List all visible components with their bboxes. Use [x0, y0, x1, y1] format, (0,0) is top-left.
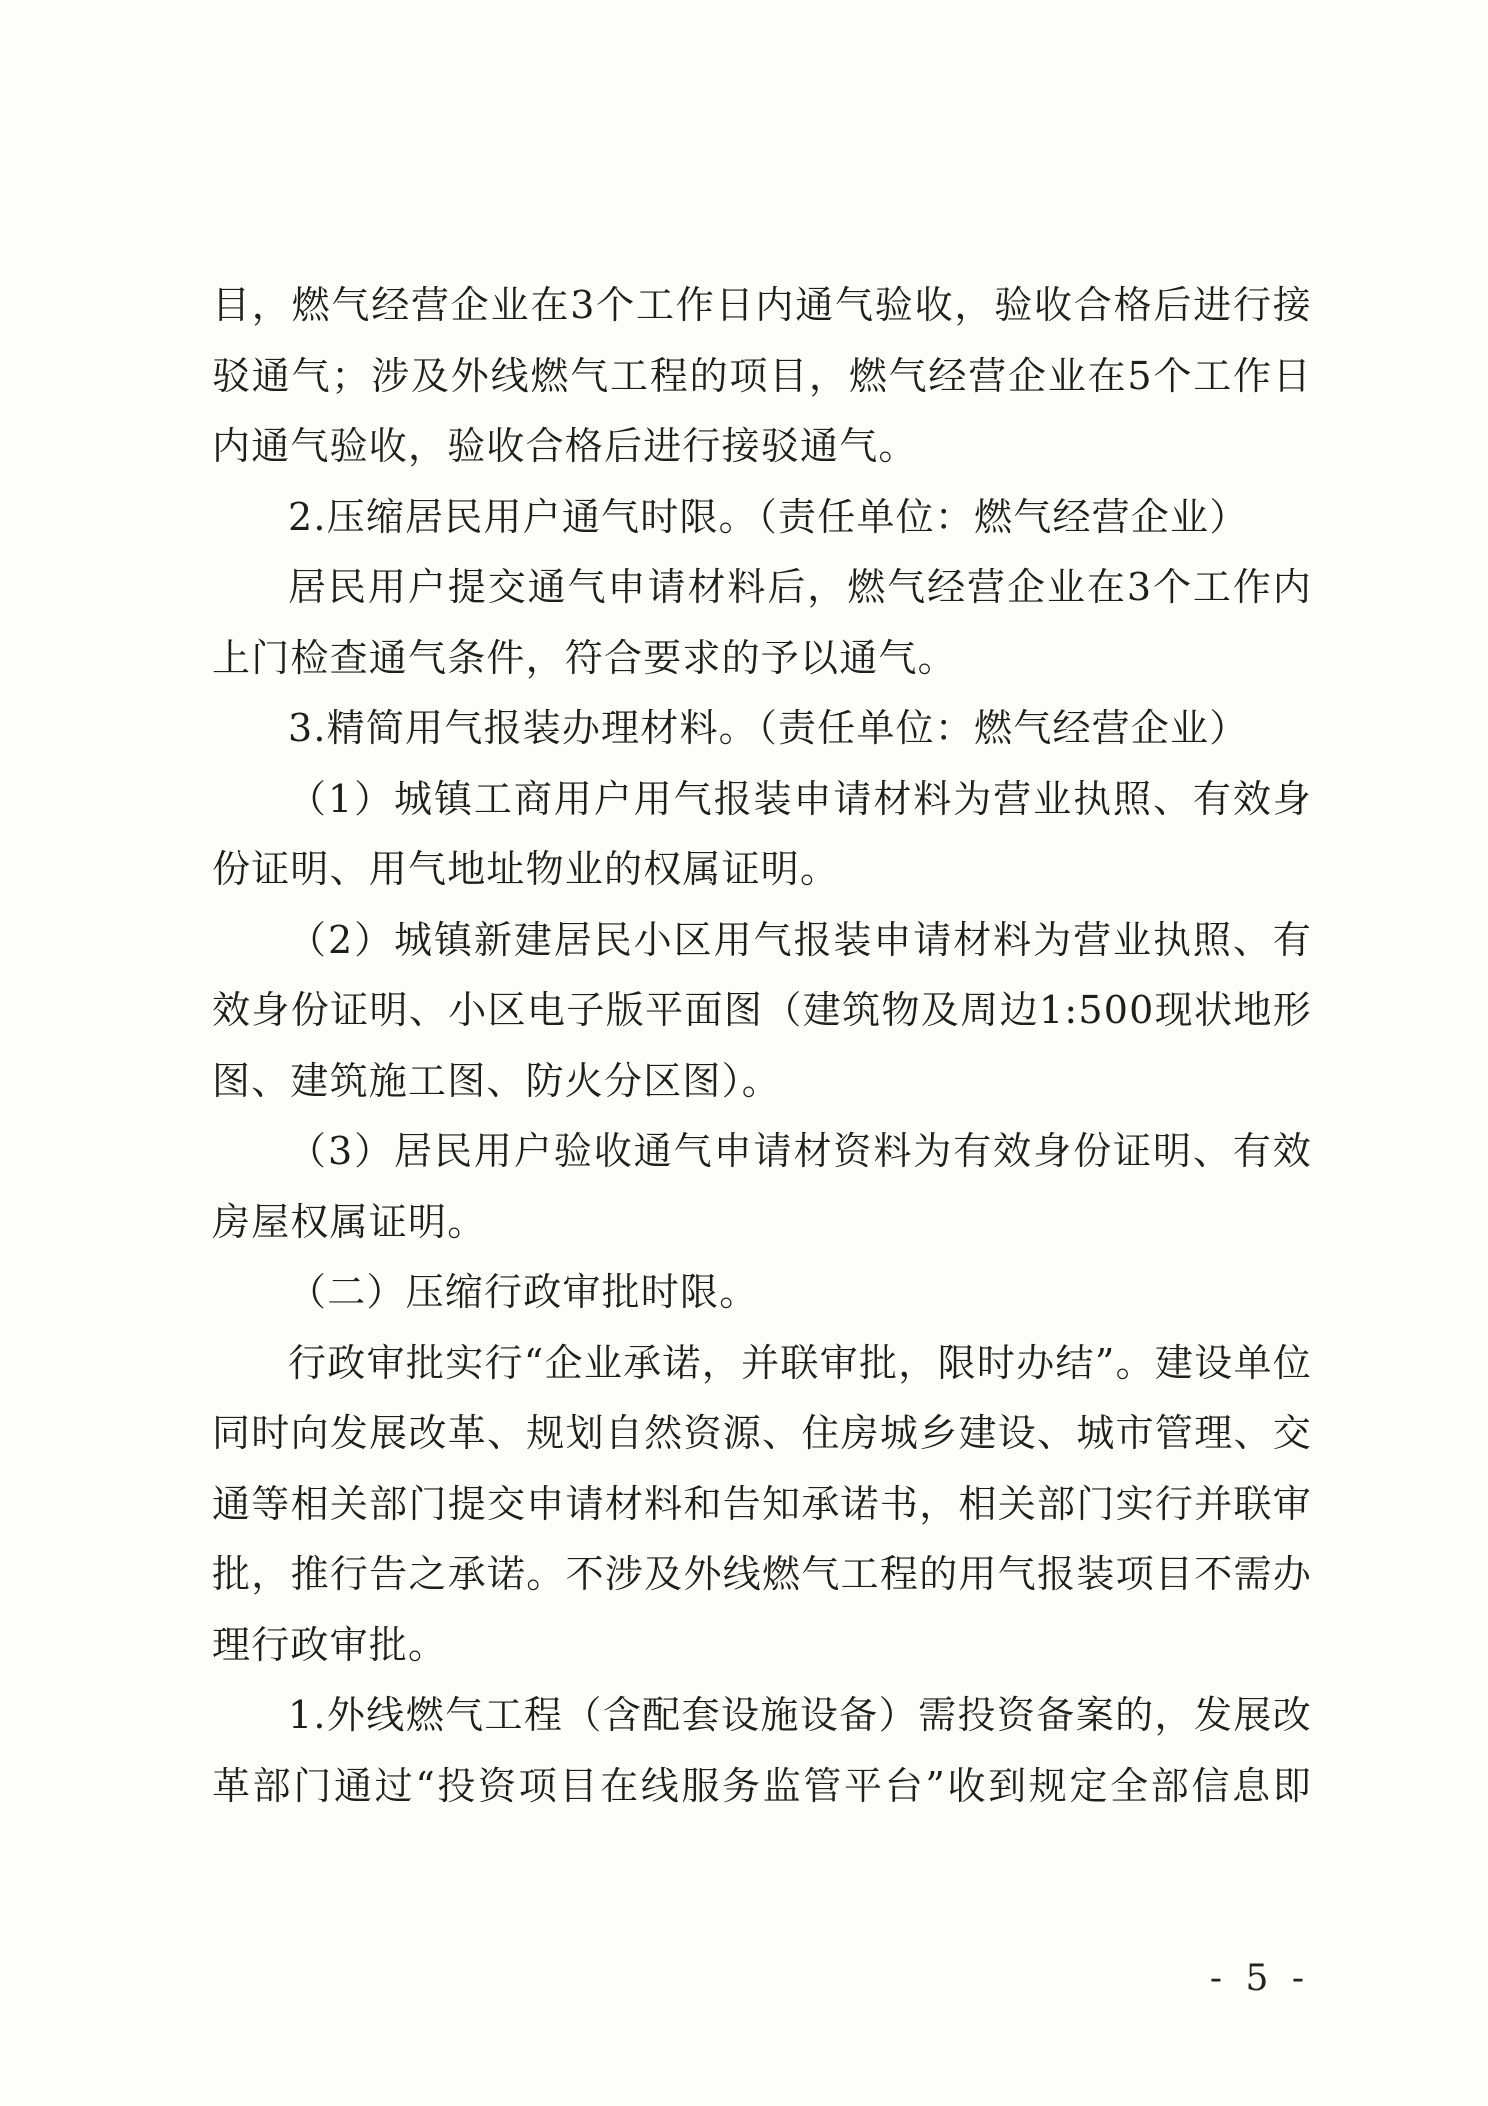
text-line: 目，燃气经营企业在3个工作日内通气验收，验收合格后进行接: [212, 283, 1312, 327]
list-item-line: （2）城镇新建居民小区用气报装申请材料为营业执照、有: [288, 917, 1312, 962]
text-line: 行政审批实行“企业承诺，并联审批，限时办结”。建设单位: [288, 1340, 1312, 1385]
list-item-line: （3）居民用户验收通气申请材资料为有效身份证明、有效: [288, 1129, 1312, 1173]
section-heading: 3.精简用气报装办理材料。（责任单位：燃气经营企业）: [288, 706, 1249, 750]
section-heading: （二）压缩行政审批时限。: [288, 1270, 759, 1314]
section-heading: 2.压缩居民用户通气时限。（责任单位：燃气经营企业）: [288, 494, 1249, 539]
text-line: 驳通气；涉及外线燃气工程的项目，燃气经营企业在5个工作日: [212, 353, 1312, 398]
page-number: - 5 -: [1209, 1958, 1310, 1999]
list-item-line: （1）城镇工商用户用气报装申请材料为营业执照、有效身: [288, 776, 1312, 821]
list-item-line: 房屋权属证明。: [212, 1199, 487, 1244]
text-line: 理行政审批。: [212, 1622, 448, 1667]
document-body: [212, 270, 1312, 1821]
section-heading: 1.外线燃气工程（含配套设施设备）需投资备案的，发展改: [288, 1693, 1312, 1737]
text-line: 居民用户提交通气申请材料后，燃气经营企业在3个工作内: [288, 565, 1312, 609]
text-line: 同时向发展改革、规划自然资源、住房城乡建设、城市管理、交: [212, 1411, 1312, 1455]
list-item-line: 图、建筑施工图、防火分区图）。: [212, 1058, 782, 1103]
list-item-line: 份证明、用气地址物业的权属证明。: [212, 847, 840, 891]
list-item-line: 效身份证明、小区电子版平面图（建筑物及周边1:500现状地形: [212, 988, 1312, 1032]
text-line: 批，推行告之承诺。不涉及外线燃气工程的用气报装项目不需办: [212, 1552, 1312, 1596]
text-line: 上门检查通气条件，符合要求的予以通气。: [212, 635, 957, 680]
text-line: 通等相关部门提交申请材料和告知承诺书，相关部门实行并联审: [212, 1481, 1312, 1526]
text-line: 革部门通过“投资项目在线服务监管平台”收到规定全部信息即: [212, 1763, 1312, 1808]
text-line: 内通气验收，验收合格后进行接驳通气。: [212, 424, 918, 468]
